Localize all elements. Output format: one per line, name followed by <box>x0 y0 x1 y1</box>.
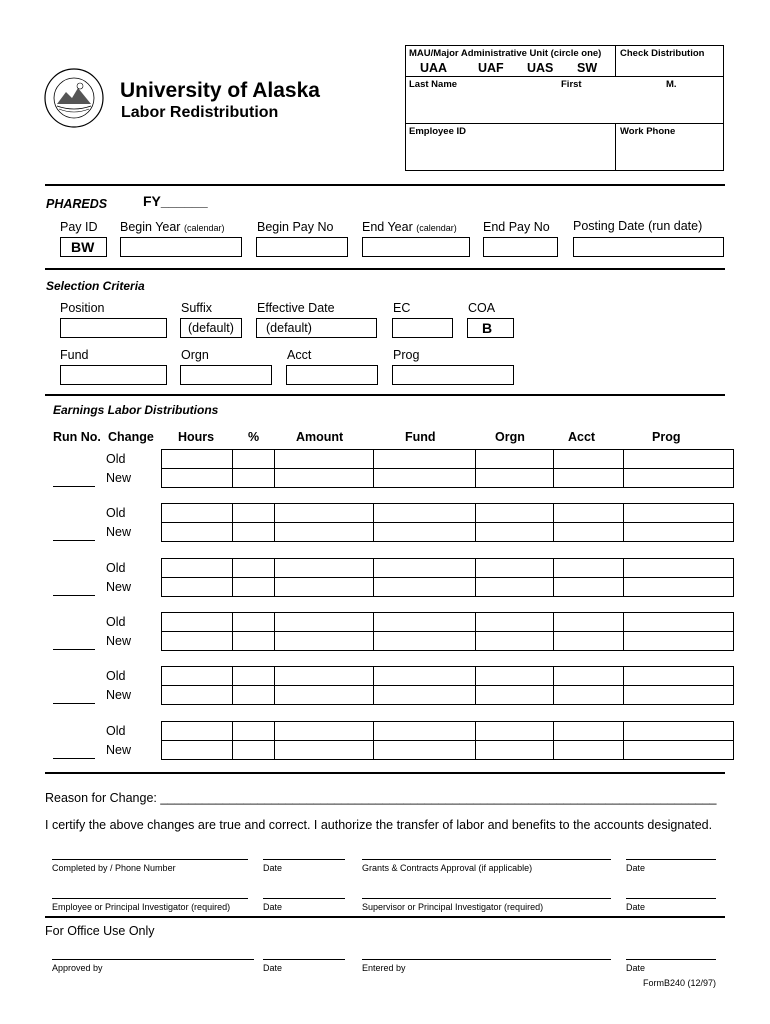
fund-label: Fund <box>60 348 89 362</box>
table-cell[interactable] <box>554 504 624 523</box>
distribution-grid <box>161 612 734 651</box>
table-row-old <box>162 612 734 631</box>
distribution-grid <box>161 503 734 542</box>
approved-date-line[interactable]: Date <box>263 959 345 973</box>
posting-date-field[interactable] <box>573 237 724 257</box>
table-cell[interactable] <box>554 612 624 631</box>
table-cell[interactable] <box>275 740 374 759</box>
table-cell[interactable] <box>162 577 233 596</box>
table-cell[interactable] <box>624 740 734 759</box>
table-cell[interactable] <box>233 631 275 650</box>
form-title: Labor Redistribution <box>121 104 279 121</box>
table-cell[interactable] <box>476 721 554 740</box>
table-cell[interactable] <box>162 558 233 577</box>
table-cell[interactable] <box>374 469 476 488</box>
table-cell[interactable] <box>374 721 476 740</box>
table-cell[interactable] <box>624 504 734 523</box>
table-cell[interactable] <box>476 612 554 631</box>
run-no-field[interactable] <box>53 540 95 541</box>
table-cell[interactable] <box>554 469 624 488</box>
old-label: Old <box>106 669 126 684</box>
table-row-new <box>162 577 734 596</box>
begin-year-label: Begin Year (calendar) <box>120 220 225 234</box>
table-cell[interactable] <box>162 667 233 686</box>
begin-pay-no-field[interactable] <box>256 237 348 257</box>
work-phone-label: Work Phone <box>620 126 676 137</box>
employee-id-label: Employee ID <box>409 126 467 137</box>
seal-icon <box>44 68 104 128</box>
position-field[interactable] <box>60 318 167 338</box>
suffix-field[interactable] <box>180 318 242 338</box>
table-row-new <box>162 740 734 759</box>
table-cell[interactable] <box>233 686 275 705</box>
col-header-amount: Amount <box>296 430 344 444</box>
table-cell[interactable] <box>476 577 554 596</box>
table-cell[interactable] <box>476 740 554 759</box>
orgn-label: Orgn <box>181 348 209 362</box>
suffix-default: (default) <box>188 321 234 335</box>
coa-field[interactable] <box>467 318 514 338</box>
position-label: Position <box>60 301 105 315</box>
effective-date-field[interactable] <box>256 318 377 338</box>
new-label: New <box>106 579 132 594</box>
grants-approval-line[interactable]: Grants & Contracts Approval (if applicable) <box>362 859 611 873</box>
table-cell[interactable] <box>476 667 554 686</box>
table-cell[interactable] <box>275 504 374 523</box>
table-cell[interactable] <box>275 558 374 577</box>
table-cell[interactable] <box>275 631 374 650</box>
selection-criteria-title: Selection Criteria <box>46 279 145 293</box>
mau-option-uaa[interactable]: UAA <box>420 61 448 75</box>
suffix-label: Suffix <box>181 301 213 315</box>
table-cell[interactable] <box>275 577 374 596</box>
table-cell[interactable] <box>624 450 734 469</box>
table-cell[interactable] <box>476 558 554 577</box>
table-cell[interactable] <box>554 523 624 542</box>
table-cell[interactable] <box>554 686 624 705</box>
effective-date-label: Effective Date <box>257 301 335 315</box>
ec-label: EC <box>393 301 411 315</box>
table-cell[interactable] <box>374 504 476 523</box>
table-cell[interactable] <box>275 523 374 542</box>
table-cell[interactable] <box>162 721 233 740</box>
table-cell[interactable] <box>233 469 275 488</box>
fiscal-year-field[interactable]: FY______ <box>143 193 208 209</box>
table-row-new <box>162 523 734 542</box>
phareds-title: PHAREDS <box>46 197 108 211</box>
end-pay-no-label: End Pay No <box>483 220 550 234</box>
table-cell[interactable] <box>233 450 275 469</box>
earnings-title: Earnings Labor Distributions <box>53 403 219 417</box>
new-label: New <box>106 633 132 648</box>
prog-label: Prog <box>393 348 420 362</box>
office-use-title: For Office Use Only <box>45 924 155 938</box>
certification-statement: I certify the above changes are true and correct. I authorize the transfer of labor and benefits to the accounts designated. <box>45 818 713 832</box>
old-label: Old <box>106 614 126 629</box>
col-header-fund: Fund <box>405 430 436 444</box>
table-cell[interactable] <box>374 577 476 596</box>
prog-field[interactable] <box>392 365 514 385</box>
coa-label: COA <box>468 301 496 315</box>
table-cell[interactable] <box>624 686 734 705</box>
supervisor-date-line[interactable]: Date <box>626 898 716 912</box>
table-cell[interactable] <box>624 469 734 488</box>
table-cell[interactable] <box>374 631 476 650</box>
begin-year-field[interactable] <box>120 237 242 257</box>
table-cell[interactable] <box>162 631 233 650</box>
col-header-change: Change <box>108 430 154 444</box>
table-cell[interactable] <box>233 523 275 542</box>
mau-option-uas[interactable]: UAS <box>527 61 554 75</box>
run-no-field[interactable] <box>53 758 95 759</box>
table-cell[interactable] <box>374 612 476 631</box>
table-cell[interactable] <box>233 577 275 596</box>
pay-id-value: BW <box>71 239 95 255</box>
last-name-label: Last Name <box>409 79 458 90</box>
col-header-prog: Prog <box>652 430 681 444</box>
old-label: Old <box>106 560 126 575</box>
table-cell[interactable] <box>162 523 233 542</box>
table-cell[interactable] <box>374 667 476 686</box>
supervisor-line[interactable]: Supervisor or Principal Investigator (required) <box>362 898 611 912</box>
table-cell[interactable] <box>374 450 476 469</box>
table-cell[interactable] <box>162 450 233 469</box>
table-row-old <box>162 450 734 469</box>
table-cell[interactable] <box>275 469 374 488</box>
mau-option-uaf[interactable]: UAF <box>478 61 504 75</box>
university-name: University of Alaska <box>120 79 320 102</box>
reason-for-change[interactable]: Reason for Change: ________________________________________________________________________________ <box>45 791 717 805</box>
table-cell[interactable] <box>233 740 275 759</box>
begin-pay-no-label: Begin Pay No <box>257 220 334 234</box>
col-header-percent: % <box>248 430 260 444</box>
run-no-field[interactable] <box>53 486 95 487</box>
table-row-old <box>162 667 734 686</box>
grants-date-line[interactable]: Date <box>626 859 716 873</box>
table-cell[interactable] <box>374 523 476 542</box>
table-cell[interactable] <box>624 631 734 650</box>
table-cell[interactable] <box>554 577 624 596</box>
table-cell[interactable] <box>162 612 233 631</box>
first-name-label: First <box>561 79 582 90</box>
table-cell[interactable] <box>374 686 476 705</box>
approved-by-line[interactable]: Approved by <box>52 959 254 973</box>
table-cell[interactable] <box>275 667 374 686</box>
table-cell[interactable] <box>554 667 624 686</box>
run-no-field[interactable] <box>53 703 95 704</box>
table-row-old <box>162 504 734 523</box>
ec-field[interactable] <box>392 318 453 338</box>
table-cell[interactable] <box>275 686 374 705</box>
table-cell[interactable] <box>275 450 374 469</box>
mau-label: MAU/Major Administrative Unit (circle one) <box>409 48 602 59</box>
new-label: New <box>106 742 132 757</box>
table-cell[interactable] <box>624 523 734 542</box>
table-cell[interactable] <box>554 558 624 577</box>
run-no-field[interactable] <box>53 649 95 650</box>
entered-date-line[interactable]: Date <box>626 959 716 973</box>
table-cell[interactable] <box>162 504 233 523</box>
middle-initial-label: M. <box>666 79 677 90</box>
table-row-new <box>162 469 734 488</box>
table-cell[interactable] <box>162 740 233 759</box>
col-header-run-no: Run No. <box>53 430 101 444</box>
entered-by-line[interactable]: Entered by <box>362 959 611 973</box>
table-cell[interactable] <box>162 469 233 488</box>
table-cell[interactable] <box>476 450 554 469</box>
acct-label: Acct <box>287 348 312 362</box>
acct-field[interactable] <box>286 365 378 385</box>
employee-info-box <box>405 45 724 171</box>
table-cell[interactable] <box>476 523 554 542</box>
table-cell[interactable] <box>554 740 624 759</box>
table-cell[interactable] <box>624 558 734 577</box>
pay-id-field[interactable] <box>60 237 107 257</box>
new-label: New <box>106 471 132 485</box>
distribution-grid <box>161 449 734 488</box>
completed-by-line[interactable]: Completed by / Phone Number <box>52 859 248 873</box>
table-row-new <box>162 631 734 650</box>
distribution-grid <box>161 558 734 597</box>
table-cell[interactable] <box>554 721 624 740</box>
form-number: FormB240 (12/97) <box>643 978 717 988</box>
table-cell[interactable] <box>275 612 374 631</box>
table-cell[interactable] <box>374 740 476 759</box>
col-header-orgn: Orgn <box>495 430 525 444</box>
distribution-grid <box>161 666 734 705</box>
table-cell[interactable] <box>233 612 275 631</box>
table-cell[interactable] <box>233 667 275 686</box>
coa-value: B <box>482 320 493 336</box>
check-distribution-label: Check Distribution <box>620 48 705 59</box>
col-header-hours: Hours <box>178 430 215 444</box>
table-cell[interactable] <box>233 504 275 523</box>
table-cell[interactable] <box>476 469 554 488</box>
table-cell[interactable] <box>476 631 554 650</box>
table-cell[interactable] <box>374 558 476 577</box>
pay-id-label: Pay ID <box>60 220 98 234</box>
table-cell[interactable] <box>476 686 554 705</box>
table-cell[interactable] <box>162 686 233 705</box>
mau-option-sw[interactable]: SW <box>577 61 598 75</box>
table-cell[interactable] <box>554 631 624 650</box>
effective-date-default: (default) <box>266 321 312 335</box>
table-cell[interactable] <box>624 721 734 740</box>
table-cell[interactable] <box>233 558 275 577</box>
employee-date-line[interactable]: Date <box>263 898 345 912</box>
university-seal <box>44 68 104 128</box>
table-row-old <box>162 558 734 577</box>
old-label: Old <box>106 452 126 466</box>
table-cell[interactable] <box>476 504 554 523</box>
end-year-label: End Year (calendar) <box>362 220 457 234</box>
end-pay-no-field[interactable] <box>483 237 558 257</box>
table-cell[interactable] <box>624 667 734 686</box>
table-cell[interactable] <box>233 721 275 740</box>
orgn-field[interactable] <box>180 365 272 385</box>
employee-pi-line[interactable]: Employee or Principal Investigator (required) <box>52 898 248 912</box>
table-cell[interactable] <box>624 612 734 631</box>
distribution-grid <box>161 721 734 760</box>
completed-date-line[interactable]: Date <box>263 859 345 873</box>
table-cell[interactable] <box>554 450 624 469</box>
fund-field[interactable] <box>60 365 167 385</box>
end-year-field[interactable] <box>362 237 470 257</box>
posting-date-label: Posting Date (run date) <box>573 219 703 233</box>
table-row-old <box>162 721 734 740</box>
old-label: Old <box>106 723 126 738</box>
col-header-acct: Acct <box>568 430 596 444</box>
table-cell[interactable] <box>275 721 374 740</box>
table-cell[interactable] <box>624 577 734 596</box>
run-no-field[interactable] <box>53 595 95 596</box>
old-label: Old <box>106 506 126 521</box>
new-label: New <box>106 525 132 540</box>
new-label: New <box>106 688 132 703</box>
table-row-new <box>162 686 734 705</box>
